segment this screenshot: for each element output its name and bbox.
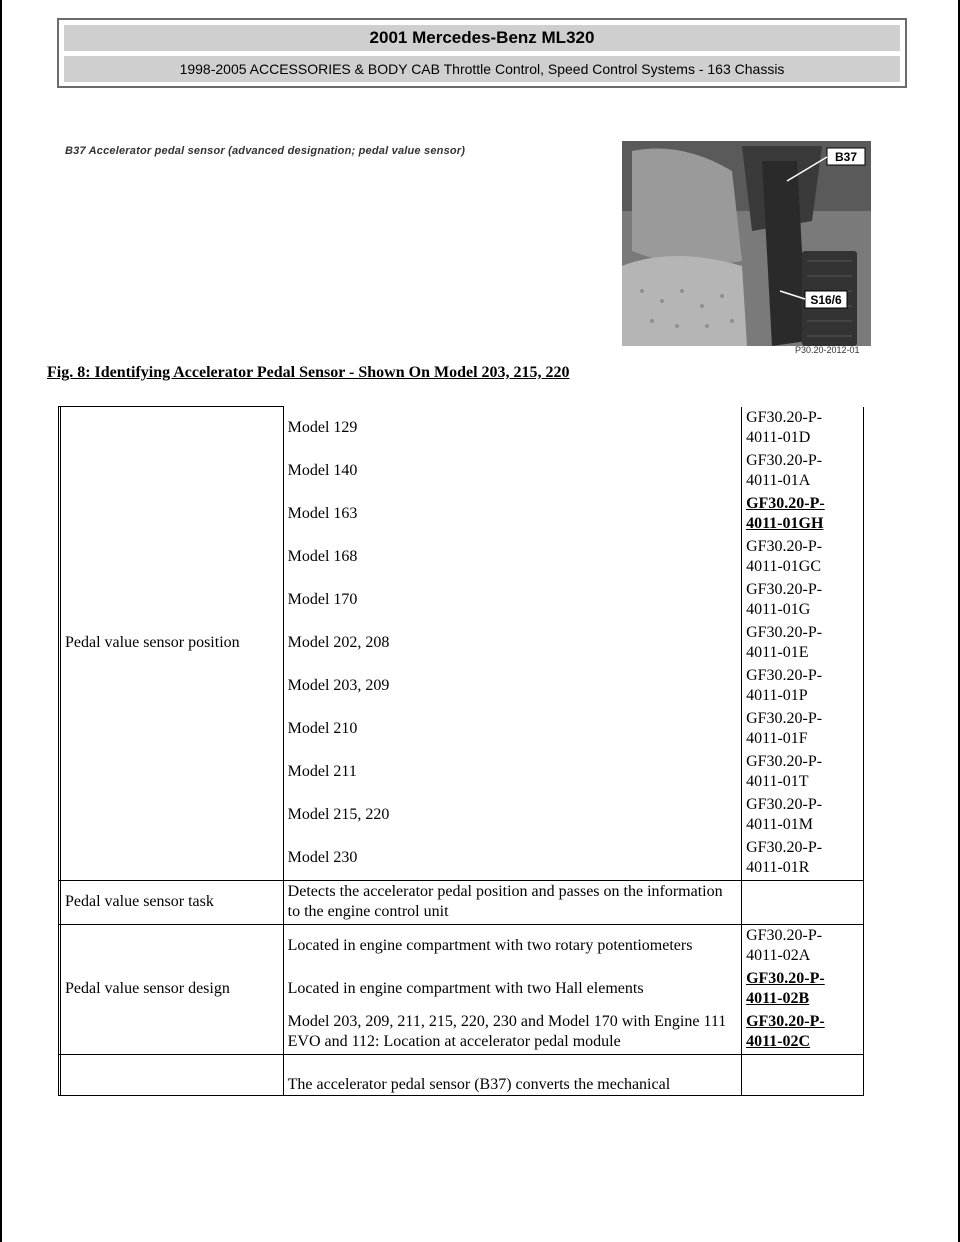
callout-s16-6: S16/6 <box>810 293 842 307</box>
reference-cell <box>742 536 864 579</box>
row-label: Pedal value sensor position <box>61 407 284 881</box>
reference-cell <box>742 837 864 881</box>
function-section <box>59 1054 864 1095</box>
document-subtitle: 1998-2005 ACCESSORIES & BODY CAB Throttle Control, Speed Control Systems - 163 Chassis <box>64 56 900 82</box>
reference-cell <box>742 450 864 493</box>
position-section <box>59 407 864 881</box>
model-cell: Model 170 <box>283 579 741 622</box>
model-cell: Model 168 <box>283 536 741 579</box>
reference-part2: 4011-01R <box>746 859 810 876</box>
model-cell: Model 215, 220 <box>283 794 741 837</box>
reference-part1: GF30.20-P- <box>746 927 823 944</box>
reference-part2: 4011-01P <box>746 687 808 704</box>
reference-part1[interactable]: GF30.20-P- <box>746 970 825 987</box>
reference-part1: GF30.20-P- <box>746 796 823 813</box>
design-description: Model 203, 209, 211, 215, 220, 230 and Model 170 with Engine 111 EVO and 112: Location at accelerator pedal module <box>283 1011 741 1055</box>
reference-part2: 4011-01D <box>746 429 811 446</box>
table-row <box>59 924 864 968</box>
reference-cell <box>742 794 864 837</box>
reference-part1: GF30.20-P- <box>746 409 823 426</box>
row-label: Pedal value sensor task <box>61 880 284 924</box>
reference-part1[interactable]: GF30.20-P- <box>746 1013 825 1030</box>
model-cell: Model 230 <box>283 837 741 881</box>
model-cell: Model 140 <box>283 450 741 493</box>
model-cell: Model 211 <box>283 751 741 794</box>
row-description: Detects the accelerator pedal position and passes on the information to the engine control unit <box>283 880 741 924</box>
reference-part2: 4011-01GC <box>746 558 822 575</box>
model-cell: Model 129 <box>283 407 741 450</box>
reference-part1[interactable]: GF30.20-P- <box>746 495 825 512</box>
reference-cell <box>742 751 864 794</box>
reference-cell <box>742 924 864 968</box>
reference-part1: GF30.20-P- <box>746 710 823 727</box>
reference-part2[interactable]: 4011-02C <box>746 1033 811 1050</box>
model-cell: Model 203, 209 <box>283 665 741 708</box>
document-title: 2001 Mercedes-Benz ML320 <box>64 25 900 51</box>
callout-b37: B37 <box>834 150 858 164</box>
reference-part1: GF30.20-P- <box>746 753 823 770</box>
reference-part2: 4011-01T <box>746 773 809 790</box>
reference-part2: 4011-01E <box>746 644 809 661</box>
reference-cell <box>742 579 864 622</box>
row-description: The accelerator pedal sensor (B37) converts the mechanical <box>283 1054 741 1095</box>
accelerator-pedal-photo <box>622 141 871 346</box>
reference-cell <box>742 622 864 665</box>
spec-table <box>58 406 864 1096</box>
reference-link[interactable] <box>742 1011 864 1055</box>
reference-part2: 4011-01F <box>746 730 808 747</box>
model-cell: Model 163 <box>283 493 741 536</box>
model-cell: Model 210 <box>283 708 741 751</box>
table-row <box>59 1054 864 1095</box>
reference-part1: GF30.20-P- <box>746 581 823 598</box>
reference-part1: GF30.20-P- <box>746 839 823 856</box>
reference-link[interactable] <box>742 968 864 1011</box>
design-description: Located in engine compartment with two rotary potentiometers <box>283 924 741 968</box>
reference-link[interactable] <box>742 493 864 536</box>
table-row <box>59 880 864 924</box>
reference-part2: 4011-01M <box>746 816 814 833</box>
reference-part2[interactable]: 4011-02B <box>746 990 810 1007</box>
design-description: Located in engine compartment with two Hall elements <box>283 968 741 1011</box>
row-label: Pedal value sensor design <box>61 924 284 1054</box>
reference-part2: 4011-02A <box>746 947 811 964</box>
table-row <box>59 407 864 450</box>
figure-code: P30.20-2012-01 <box>795 345 860 355</box>
reference-part1: GF30.20-P- <box>746 538 823 555</box>
reference-part1: GF30.20-P- <box>746 452 823 469</box>
figure-caption: Fig. 8: Identifying Accelerator Pedal Sensor - Shown On Model 203, 215, 220 <box>47 364 570 381</box>
page-header <box>57 18 907 88</box>
task-section <box>59 880 864 924</box>
design-section <box>59 924 864 1054</box>
reference-cell <box>742 665 864 708</box>
reference-part2: 4011-01A <box>746 472 811 489</box>
figure-legend: B37 Accelerator pedal sensor (advanced designation; pedal value sensor) <box>65 145 466 157</box>
page-border-left <box>0 0 2 1242</box>
reference-part1: GF30.20-P- <box>746 667 823 684</box>
reference-part1: GF30.20-P- <box>746 624 823 641</box>
reference-part2[interactable]: 4011-01GH <box>746 515 824 532</box>
reference-cell <box>742 708 864 751</box>
reference-cell <box>742 407 864 450</box>
model-cell: Model 202, 208 <box>283 622 741 665</box>
reference-part2: 4011-01G <box>746 601 811 618</box>
